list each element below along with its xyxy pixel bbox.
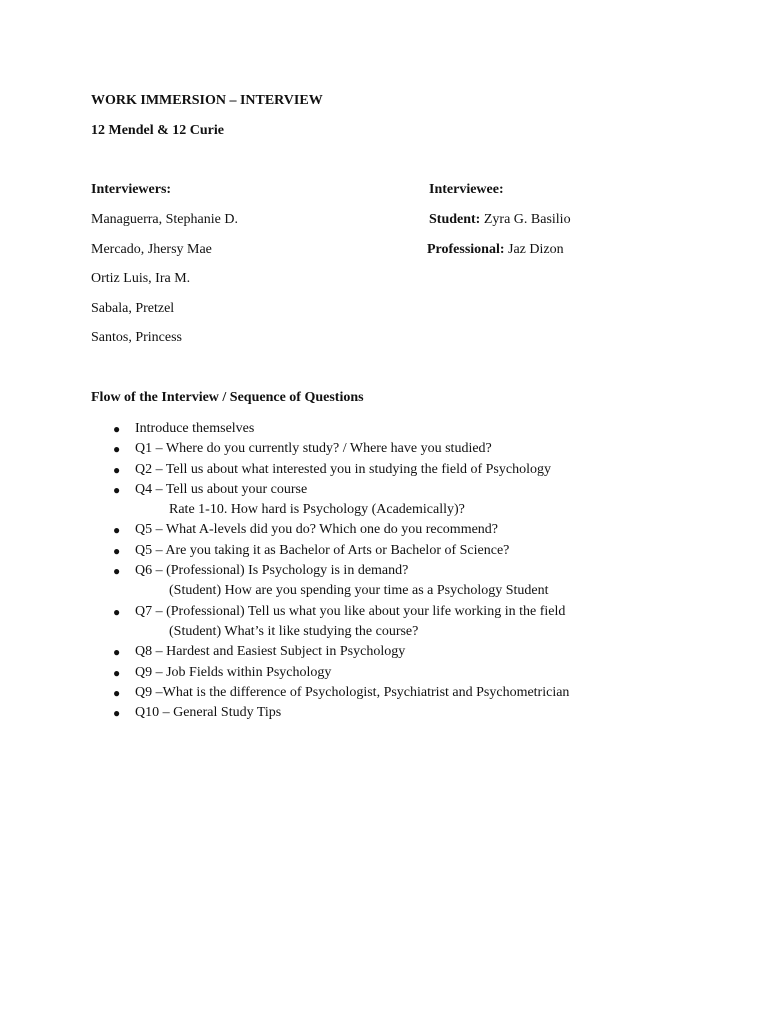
bullet-dot-icon: ● bbox=[113, 422, 121, 436]
interviewer-name: Santos, Princess bbox=[91, 330, 182, 345]
bullet-dot-icon: ● bbox=[113, 442, 121, 457]
section-label: 12 Mendel & 12 Curie bbox=[91, 123, 224, 138]
question-item bbox=[113, 439, 569, 459]
question-item bbox=[113, 561, 569, 581]
bullet-dot-icon: ● bbox=[113, 564, 121, 579]
interviewee-professional bbox=[427, 242, 564, 258]
interviewee-student bbox=[429, 212, 571, 228]
bullet-dot-icon: ● bbox=[113, 543, 121, 558]
question-item bbox=[113, 541, 569, 561]
question-item bbox=[113, 480, 569, 500]
question-text: Q5 – Are you taking it as Bachelor of Arts or Bachelor of Science? bbox=[135, 542, 510, 558]
question-item bbox=[113, 683, 569, 703]
question-subtext: (Student) What’s it like studying the course? bbox=[169, 623, 419, 639]
question-text: Q9 – Job Fields within Psychology bbox=[135, 664, 332, 680]
question-text: Q5 – What A-levels did you do? Which one do you recommend? bbox=[135, 522, 499, 538]
question-item bbox=[113, 703, 569, 723]
question-subtext: Rate 1-10. How hard is Psychology (Academically)? bbox=[169, 502, 465, 518]
document-title: WORK IMMERSION – INTERVIEW bbox=[91, 93, 323, 108]
student-name: Zyra G. Basilio bbox=[483, 212, 571, 227]
question-text: Q8 – Hardest and Easiest Subject in Psychology bbox=[135, 644, 406, 660]
question-item bbox=[113, 642, 569, 662]
bullet-dot-icon: ● bbox=[113, 482, 121, 497]
bullet-dot-icon: ● bbox=[113, 685, 121, 700]
question-subtext: (Student) How are you spending your time as a Psychology Student bbox=[169, 583, 549, 599]
interviewee-label: Interviewee: bbox=[429, 182, 504, 197]
interviewer-name: Sabala, Pretzel bbox=[91, 301, 175, 316]
bullet-dot-icon: ● bbox=[113, 706, 121, 721]
interviewer-name: Ortiz Luis, Ira M. bbox=[91, 271, 191, 286]
bullet-dot-icon: ● bbox=[113, 665, 121, 680]
interviewers-label: Interviewers: bbox=[91, 182, 172, 197]
question-list bbox=[113, 419, 569, 723]
professional-label: Professional: bbox=[427, 242, 505, 257]
question-item bbox=[113, 520, 569, 540]
bullet-dot-icon: ● bbox=[113, 645, 121, 660]
bullet-dot-icon: ● bbox=[113, 523, 121, 538]
question-text: Q4 – Tell us about your course bbox=[135, 481, 308, 497]
interviewer-name: Managuerra, Stephanie D. bbox=[91, 212, 238, 227]
question-text: Q7 – (Professional) Tell us what you like about your life working in the field bbox=[135, 603, 566, 619]
bullet-dot-icon: ● bbox=[113, 604, 121, 619]
professional-name: Jaz Dizon bbox=[508, 242, 564, 257]
question-item bbox=[113, 419, 569, 439]
interviewer-name: Mercado, Jhersy Mae bbox=[91, 242, 212, 257]
question-text: Introduce themselves bbox=[135, 421, 255, 436]
question-item bbox=[113, 602, 569, 622]
question-item bbox=[113, 460, 569, 480]
question-text: Q6 – (Professional) Is Psychology is in demand? bbox=[135, 563, 409, 579]
question-text: Q9 –What is the difference of Psychologist, Psychiatrist and Psychometrician bbox=[135, 684, 570, 700]
bullet-dot-icon: ● bbox=[113, 462, 121, 477]
student-label: Student: bbox=[429, 212, 481, 227]
question-text: Q1 – Where do you currently study? / Where have you studied? bbox=[135, 441, 492, 457]
flow-heading: Flow of the Interview / Sequence of Questions bbox=[91, 390, 364, 405]
question-text: Q2 – Tell us about what interested you in studying the field of Psychology bbox=[135, 461, 551, 477]
question-item bbox=[113, 663, 569, 683]
question-text: Q10 – General Study Tips bbox=[135, 705, 282, 721]
